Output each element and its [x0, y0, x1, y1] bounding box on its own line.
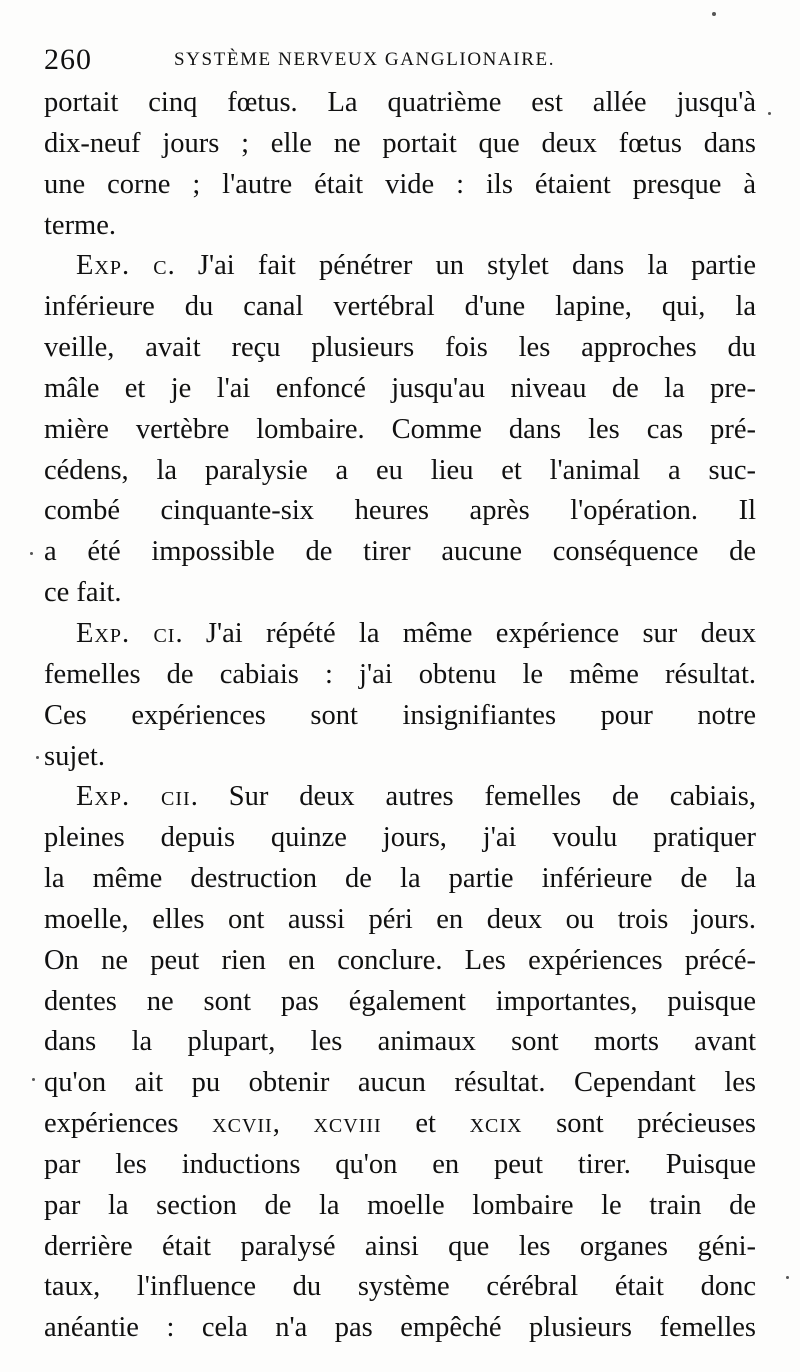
text-line: a été impossible de tirer aucune conséquence de	[44, 536, 756, 568]
text-line: sujet.	[44, 740, 105, 772]
text-line: la même destruction de la partie inférieure de la	[44, 863, 756, 895]
running-head: SYSTÈME NERVEUX GANGLIONAIRE.	[174, 49, 556, 70]
text-line: par les inductions qu'on en peut tirer. Puisque	[44, 1148, 756, 1180]
text-line: cédens, la paralysie a eu lieu et l'animal a suc-	[44, 454, 756, 486]
text-line: terme.	[44, 209, 117, 241]
text-line: mâle et je l'ai enfoncé jusqu'au niveau de la pre-	[44, 372, 756, 404]
text-line: qu'on ait pu obtenir aucun résultat. Cependant les	[44, 1067, 756, 1099]
print-speck	[786, 1276, 789, 1279]
text-line: Exp. cii. Sur deux autres femelles de cabiais,	[76, 781, 756, 813]
text-line: anéantie : cela n'a pas empêché plusieurs femelles	[44, 1312, 756, 1344]
text-line: veille, avait reçu plusieurs fois les approches du	[44, 332, 756, 364]
print-speck	[712, 12, 716, 16]
text-line: par la section de la moelle lombaire le train de	[44, 1189, 756, 1221]
text-line: Exp. ci. J'ai répété la même expérience sur deux	[76, 617, 756, 649]
text-line: taux, l'influence du système cérébral était donc	[44, 1271, 756, 1303]
text-line: dans la plupart, les animaux sont morts avant	[44, 1026, 756, 1058]
text-line: pleines depuis quinze jours, j'ai voulu pratiquer	[44, 822, 756, 854]
text-line: portait cinq fœtus. La quatrième est allée jusqu'à	[44, 87, 756, 118]
text-line: une corne ; l'autre était vide : ils étaient presque à	[44, 168, 756, 200]
text-line: ce fait.	[44, 577, 122, 609]
page-number: 260	[44, 43, 92, 76]
text-line: Ces expériences sont insignifiantes pour notre	[44, 699, 756, 731]
print-speck	[32, 1078, 35, 1081]
print-speck	[36, 756, 39, 759]
text-line: inférieure du canal vertébral d'une lapine, qui, la	[44, 291, 756, 323]
print-speck	[768, 112, 771, 115]
text-line: On ne peut rien en conclure. Les expériences précé-	[44, 944, 756, 976]
text-line: femelles de cabiais : j'ai obtenu le même résultat.	[44, 658, 756, 690]
print-speck	[30, 552, 33, 555]
text-line: Exp. c. J'ai fait pénétrer un stylet dans la partie	[76, 250, 756, 282]
text-line: dentes ne sont pas également importantes, puisque	[44, 985, 756, 1017]
text-line: dix-neuf jours ; elle ne portait que deux fœtus dans	[44, 127, 756, 159]
text-line: mière vertèbre lombaire. Comme dans les cas pré-	[44, 413, 756, 445]
text-line: combé cinquante-six heures après l'opération. Il	[44, 495, 756, 527]
text-line: expériences xcvii, xcviii et xcix sont précieuses	[44, 1108, 756, 1140]
text-line: moelle, elles ont aussi péri en deux ou trois jours.	[44, 903, 756, 935]
page-header	[44, 40, 754, 80]
text-line: derrière était paralysé ainsi que les organes géni-	[44, 1230, 756, 1262]
body-text	[44, 83, 756, 1349]
